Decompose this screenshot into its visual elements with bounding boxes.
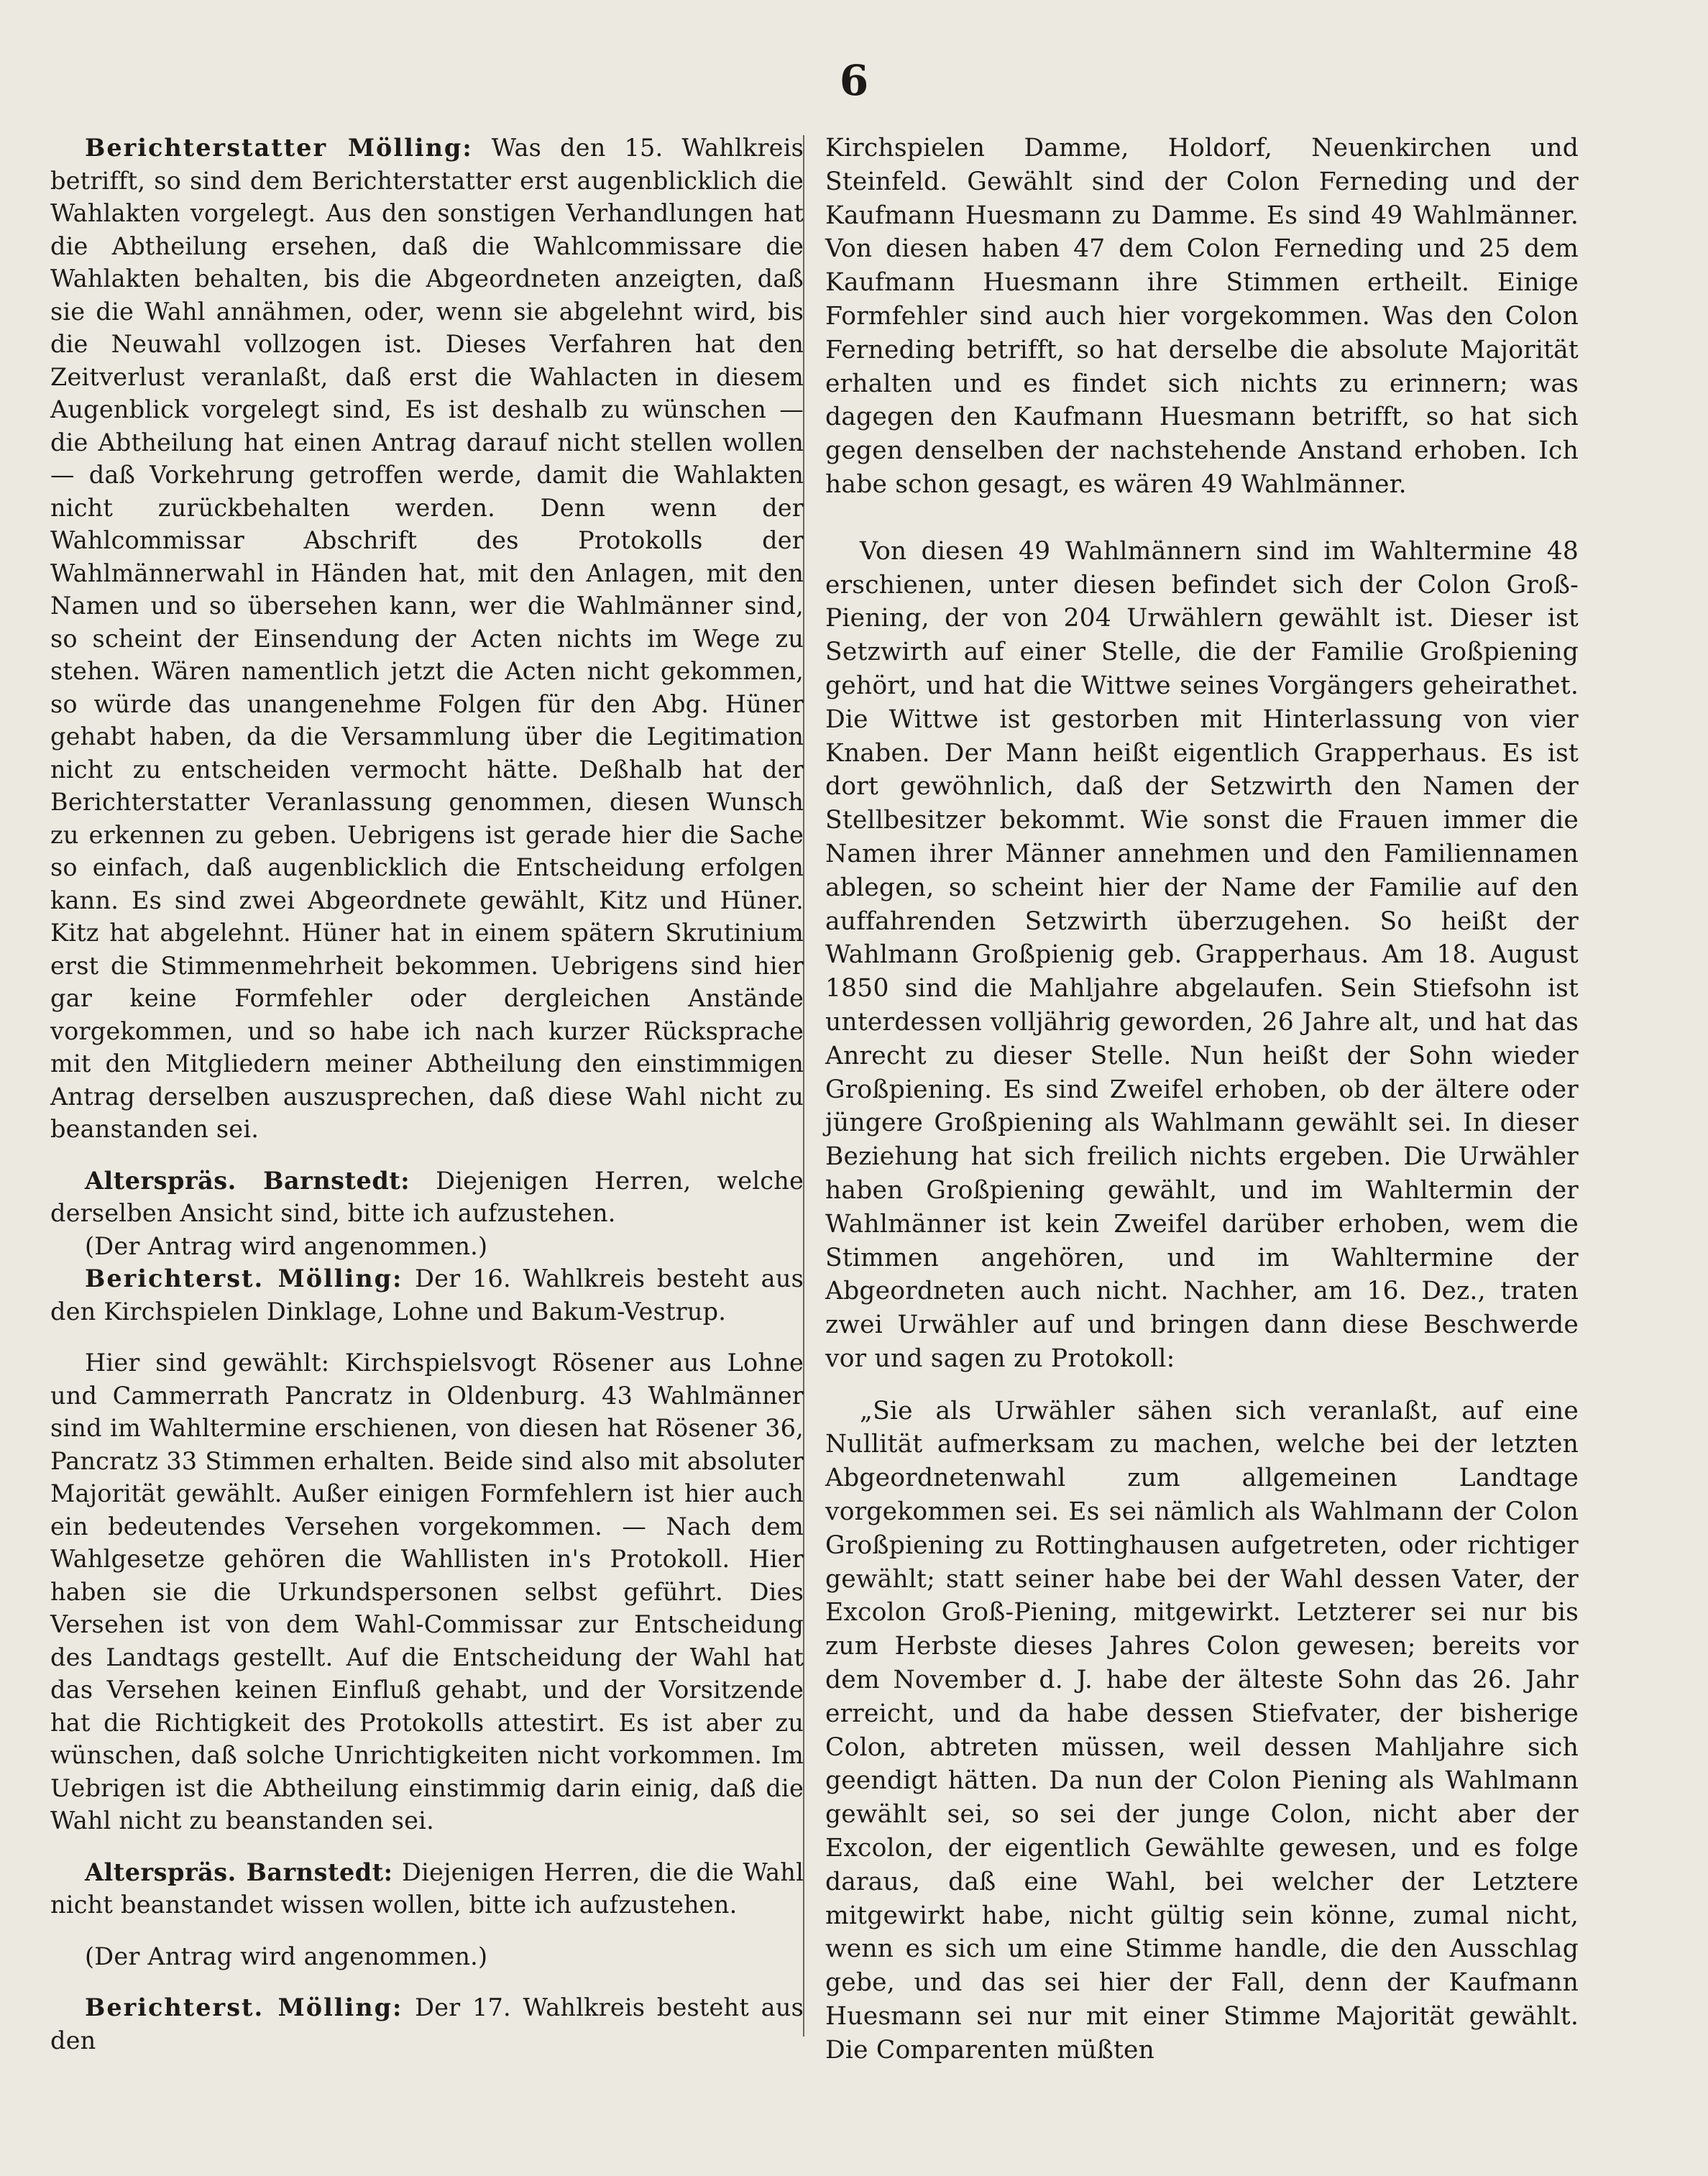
left-column [50, 132, 804, 2057]
paragraph-text: „Sie als Urwähler sähen sich veranlaßt, auf eine Nullität aufmerksam zu machen, welche bei der letzten Abgeordnetenwahl zum allgemeinen Landtage vorgekommen sei. Es sei nämlich als Wahlmann der Colon Großpiening zu Rottinghausen aufgetreten, oder richtiger gewählt; statt seiner habe bei der Wahl dessen Vater, der Excolon Groß-Piening, mitgewirkt. Letzterer sei nur bis zum Herbste dieses Jahres Colon gewesen; bereits vor dem November d. J. habe der älteste Sohn das 26. Jahr erreicht, und da habe dessen Stiefvater, der bisherige Colon, abtreten müssen, weil dessen Mahljahre sich geendigt hätten. Da nun der Colon Piening als Wahlmann gewählt sei, so sei der junge Colon, nicht aber der Excolon, der eigentlich Gewählte gewesen, und es folge daraus, daß eine Wahl, bei welcher der Letztere mitgewirkt habe, nicht gültig sein könne, zumal nicht, wenn es sich um eine Stimme handle, die den Ausschlag gebe, und das sei hier der Fall, denn der Kaufmann Huesmann sei nur mit einer Stimme Majorität gewählt. Die Comparenten müßten [825, 1396, 1579, 2065]
speaker-label: Alterspräs. Barnstedt: [85, 1166, 410, 1195]
paragraph-text: Diejenigen Herren, welche derselben Ansicht sind, bitte ich aufzustehen. [50, 1166, 804, 1227]
paragraph [50, 1856, 804, 1922]
paragraph-text: Von diesen 49 Wahlmännern sind im Wahltermine 48 erschienen, unter diesen befindet sich der Colon Groß-Piening, der von 204 Urwählern gewählt ist. Dieser ist Setzwirth auf einer Stelle, die der Familie Großpiening gehört, und hat die Wittwe seines Vorgängers geheirathet. Die Wittwe ist gestorben mit Hinterlassung von vier Knaben. Der Mann heißt eigentlich Grapperhaus. Es ist dort gewöhnlich, daß der Setzwirth den Namen der Stellbesitzer bekommt. Wie sonst die Frauen immer die Namen ihrer Männer annehmen und den Familiennamen ablegen, so scheint hier der Name der Familie auf den auffahrenden Setzwirth überzugehen. So heißt der Wahlmann Großpienig geb. Grapperhaus. Am 18. August 1850 sind die Mahljahre abgelaufen. Sein Stiefsohn ist unterdessen volljährig geworden, 26 Jahre alt, und hat das Anrecht zu dieser Stelle. Nun heißt der Sohn wieder Großpiening. Es sind Zweifel erhoben, ob der ältere oder jüngere Großpiening als Wahlmann gewählt sei. In dieser Beziehung hat sich freilich nichts ergeben. Die Urwähler haben Großpiening gewählt, und im Wahltermin der Wahlmänner ist kein Zweifel darüber erhoben, wem die Stimmen angehören, und im Wahltermine der Abgeordneten auch nicht. Nachher, am 16. Dez., traten zwei Urwähler auf und bringen dann diese Beschwerde vor und sagen zu Protokoll: [825, 536, 1579, 1373]
page-number: 6 [839, 56, 869, 105]
paragraph [50, 1230, 804, 1263]
paragraph-text: Der 17. Wahlkreis besteht aus den [50, 1993, 804, 2055]
paragraph-text: Was den 15. Wahlkreis betrifft, so sind dem Berichterstatter erst augenblicklich die Wahlakten vorgelegt. Aus den sonstigen Verhandlungen hat die Abtheilung ersehen, daß die Wahlcommissare die Wahlakten behalten, bis die Abgeordneten anzeigten, daß sie die Wahl annähmen, oder, wenn sie abgelehnt wird, bis die Neuwahl vollzogen ist. Dieses Verfahren hat den Zeitverlust veranlaßt, daß erst die Wahlacten in diesem Augenblick vorgelegt sind, Es ist deshalb zu wünschen — die Abtheilung hat einen Antrag darauf nicht stellen wollen — daß Vorkehrung getroffen werde, damit die Wahlakten nicht zurückbehalten werden. Denn wenn der Wahlcommissar Abschrift des Protokolls der Wahlmännerwahl in Händen hat, mit den Anlagen, mit den Namen und so übersehen kann, wer die Wahlmänner sind, so scheint der Einsendung der Acten nichts im Wege zu stehen. Wären namentlich jetzt die Acten nicht gekommen, so würde das unangenehme Folgen für den Abg. Hüner gehabt haben, da die Versammlung über die Legitimation nicht zu entscheiden vermocht hätte. Deßhalb hat der Berichterstatter Veranlassung genommen, diesen Wunsch zu erkennen zu geben. Uebrigens ist gerade hier die Sache so einfach, daß augenblicklich die Entscheidung erfolgen kann. Es sind zwei Abgeordnete gewählt, Kitz und Hüner. Kitz hat abgelehnt. Hüner hat in einem spätern Skrutinium erst die Stimmenmehrheit bekommen. Uebrigens sind hier gar keine Formfehler oder dergleichen Anstände vorgekommen, und so habe ich nach kurzer Rücksprache mit den Mitgliedern meiner Abtheilung den einstimmigen Antrag derselben auszusprechen, daß diese Wahl nicht zu beanstanden sei. [50, 134, 804, 1143]
right-column [825, 132, 1579, 2067]
quoted-paragraph [825, 1395, 1579, 2067]
paragraph-text: Hier sind gewählt: Kirchspielsvogt Rösener aus Lohne und Cammerrath Pancratz in Oldenburg. 43 Wahlmänner sind im Wahltermine erschienen, von diesen hat Rösener 36, Pancratz 33 Stimmen erhalten. Beide sind also mit absoluter Majorität gewählt. Außer einigen Formfehlern ist hier auch ein bedeutendes Versehen vorgekommen. — Nach dem Wahlgesetze gehören die Wahllisten in's Protokoll. Hier haben sie die Urkundspersonen selbst geführt. Dies Versehen ist von dem Wahl-Commissar zur Entscheidung des Landtags gestellt. Auf die Entscheidung der Wahl hat das Versehen keinen Einfluß gehabt, und der Vorsitzende hat die Richtigkeit des Protokolls attestirt. Es ist aber zu wünschen, daß solche Unrichtigkeiten nicht vorkommen. Im Uebrigen ist die Abtheilung einstimmig darin einig, daß die Wahl nicht zu beanstanden sei. [50, 1349, 804, 1835]
paragraph-text: Der 16. Wahlkreis besteht aus den Kirchspielen Dinklage, Lohne und Bakum-Vestrup. [50, 1264, 804, 1326]
paragraph [50, 1262, 804, 1328]
paragraph [825, 132, 1579, 502]
speaker-label: Berichterstatter Mölling: [85, 134, 473, 162]
paragraph [825, 535, 1579, 1376]
paragraph [50, 1940, 804, 1973]
speaker-label: Alterspräs. Barnstedt: [85, 1858, 393, 1886]
speaker-label: Berichterst. Mölling: [85, 1993, 403, 2021]
paragraph-text: (Der Antrag wird angenommen.) [85, 1231, 488, 1260]
paragraph [50, 132, 804, 1146]
paragraph-text: Kirchspielen Damme, Holdorf, Neuenkirchen und Steinfeld. Gewählt sind der Colon Ferneding und der Kaufmann Huesmann zu Damme. Es sind 49 Wahlmänner. Von diesen haben 47 dem Colon Ferneding und 25 dem Kaufmann Huesmann ihre Stimmen ertheilt. Einige Formfehler sind auch hier vorgekommen. Was den Colon Ferneding betrifft, so hat derselbe die absolute Majorität erhalten und es findet sich nichts zu erinnern; was dagegen den Kaufmann Huesmann betrifft, so hat sich gegen denselben der nachstehende Anstand erhoben. Ich habe schon gesagt, es wären 49 Wahlmänner. [825, 134, 1579, 499]
speaker-label: Berichterst. Mölling: [85, 1264, 403, 1293]
paragraph [50, 1346, 804, 1837]
paragraph [50, 1991, 804, 2057]
paragraph-text: Diejenigen Herren, die die Wahl nicht beanstandet wissen wollen, bitte ich aufzustehen. [50, 1858, 804, 1919]
paragraph [50, 1165, 804, 1230]
paragraph-text: (Der Antrag wird angenommen.) [85, 1942, 488, 1970]
